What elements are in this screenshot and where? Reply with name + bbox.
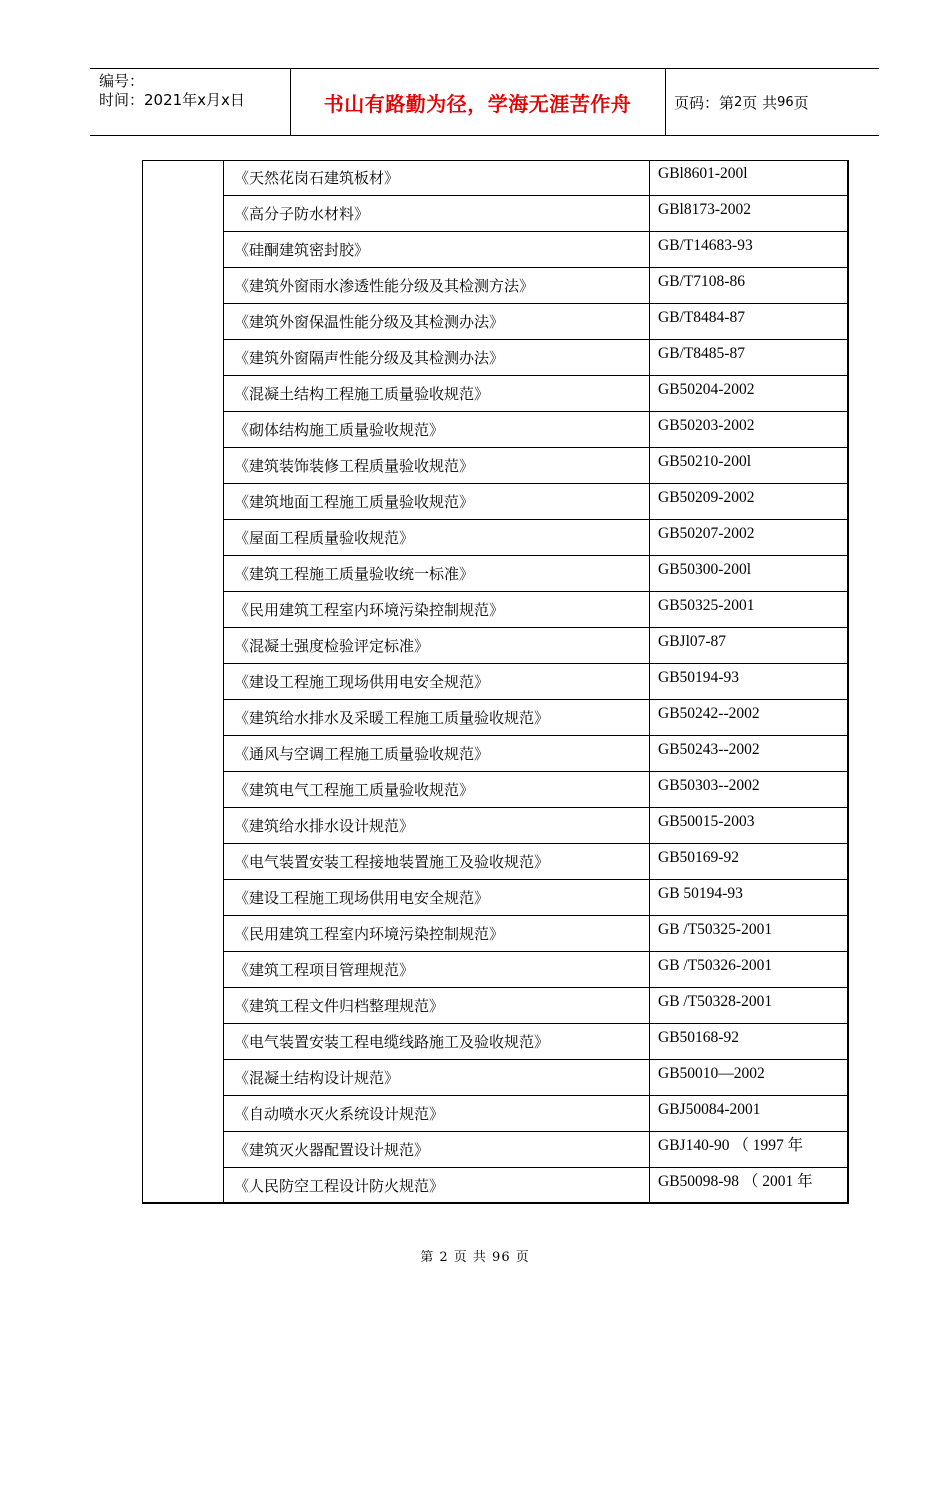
standard-code: GB50168-92 (658, 1029, 739, 1046)
table-row (224, 376, 849, 412)
standard-code: GBJl07-87 (658, 633, 727, 650)
standard-code: GB50243--2002 (658, 741, 760, 758)
table-row (224, 772, 849, 808)
table-row (224, 1060, 849, 1096)
standard-name: 《建设工程施工现场供用电安全规范》 (224, 664, 650, 699)
table-row (224, 268, 849, 304)
standard-code: GB50203-2002 (658, 417, 755, 434)
table-row (224, 340, 849, 376)
standard-name: 《民用建筑工程室内环境污染控制规范》 (224, 592, 650, 627)
table-row (224, 736, 849, 772)
table-row (224, 232, 849, 268)
document-time: 时间：2021年x月x日 (99, 91, 245, 109)
standard-code: GB50194-93 (658, 669, 739, 686)
standard-code: GB50210-200l (658, 453, 751, 470)
standard-name: 《建筑工程文件归档整理规范》 (224, 988, 650, 1023)
standard-name: 《混凝土结构设计规范》 (224, 1060, 650, 1095)
table-row (224, 844, 849, 880)
standard-name: 《民用建筑工程室内环境污染控制规范》 (224, 916, 650, 951)
standard-name: 《建筑给水排水设计规范》 (224, 808, 650, 843)
table-row (224, 664, 849, 700)
standard-code: GB50098-98 （ 2001 年 (658, 1173, 813, 1190)
standard-name: 《混凝土强度检验评定标准》 (224, 628, 650, 663)
page-total: 96 (777, 94, 794, 110)
table-rows (224, 160, 849, 1204)
standard-name: 《电气装置安装工程接地装置施工及验收规范》 (224, 844, 650, 879)
standard-code: GB /T50328-2001 (658, 993, 773, 1010)
standard-name: 《建筑给水排水及采暖工程施工质量验收规范》 (224, 700, 650, 735)
standard-name: 《建设工程施工现场供用电安全规范》 (224, 880, 650, 915)
standard-code: GB 50194-93 (658, 885, 743, 902)
table-row (224, 952, 849, 988)
standard-code: GB/T14683-93 (658, 237, 753, 254)
standard-code: GB/T8485-87 (658, 345, 745, 362)
table-row (224, 988, 849, 1024)
standard-name: 《建筑地面工程施工质量验收规范》 (224, 484, 650, 519)
standard-code: GBJ50084-2001 (658, 1101, 761, 1118)
standard-code: GB50209-2002 (658, 489, 755, 506)
table-row (224, 520, 849, 556)
table-row (224, 1168, 849, 1204)
standard-name: 《建筑电气工程施工质量验收规范》 (224, 772, 650, 807)
standard-name: 《通风与空调工程施工质量验收规范》 (224, 736, 650, 771)
table-row (224, 628, 849, 664)
standard-code: GB50207-2002 (658, 525, 755, 542)
standard-code: GBl8601-200l (658, 165, 748, 182)
standard-name: 《建筑工程施工质量验收统一标准》 (224, 556, 650, 591)
table-row (224, 700, 849, 736)
standard-code: GB50303--2002 (658, 777, 760, 794)
table-row (224, 808, 849, 844)
standard-code: GB /T50325-2001 (658, 921, 773, 938)
standard-name: 《人民防空工程设计防火规范》 (224, 1168, 650, 1204)
standard-code: GB50204-2002 (658, 381, 755, 398)
table-row (224, 1024, 849, 1060)
table-row (224, 1132, 849, 1168)
table-row (224, 916, 849, 952)
standard-code: GB50325-2001 (658, 597, 755, 614)
document-header (90, 68, 879, 136)
standard-code: GBJ140-90 （ 1997 年 (658, 1137, 804, 1154)
page-footer: 第 2 页 共 96 页 (420, 1250, 530, 1265)
standard-name: 《建筑灭火器配置设计规范》 (224, 1132, 650, 1167)
standard-name: 《建筑工程项目管理规范》 (224, 952, 650, 987)
standard-code: GB/T7108-86 (658, 273, 745, 290)
page-suffix: 页 (793, 93, 809, 112)
table-row (224, 196, 849, 232)
table-first-column (142, 160, 224, 1204)
table-row (224, 880, 849, 916)
standard-code: GB50010—2002 (658, 1065, 765, 1082)
standard-code: GB50015-2003 (658, 813, 755, 830)
standard-code: GBl8173-2002 (658, 201, 751, 218)
document-number-label: 编号： (99, 72, 145, 90)
page-prefix: 页码：第 (674, 93, 735, 112)
standard-name: 《建筑外窗隔声性能分级及其检测办法》 (224, 340, 650, 375)
standard-name: 《砌体结构施工质量验收规范》 (224, 412, 650, 447)
table-row (224, 412, 849, 448)
page-current: 2 (734, 94, 743, 110)
standard-name: 《屋面工程质量验收规范》 (224, 520, 650, 555)
table-row (224, 592, 849, 628)
standard-name: 《混凝土结构工程施工质量验收规范》 (224, 376, 650, 411)
table-row (224, 448, 849, 484)
standard-code: GB/T8484-87 (658, 309, 745, 326)
table-row (224, 160, 849, 196)
table-row (224, 304, 849, 340)
standard-name: 《建筑外窗雨水渗透性能分级及其检测方法》 (224, 268, 650, 303)
standards-table (142, 160, 849, 1504)
standard-code: GB /T50326-2001 (658, 957, 773, 974)
standard-name: 《电气装置安装工程电缆线路施工及验收规范》 (224, 1024, 650, 1059)
table-row (224, 1096, 849, 1132)
standard-code: GB50242--2002 (658, 705, 760, 722)
header-meta (90, 69, 290, 135)
table-row (224, 556, 849, 592)
standard-name: 《建筑外窗保温性能分级及其检测办法》 (224, 304, 650, 339)
table-row (224, 484, 849, 520)
standard-name: 《自动喷水灭火系统设计规范》 (224, 1096, 650, 1131)
page-mid: 页 共 (742, 93, 778, 112)
header-motto: 书山有路勤为径，学海无涯苦作舟 (323, 91, 632, 116)
standard-code: GB50169-92 (658, 849, 739, 866)
standard-name: 《建筑装饰装修工程质量验收规范》 (224, 448, 650, 483)
standard-name: 《天然花岗石建筑板材》 (224, 160, 650, 195)
standard-name: 《硅酮建筑密封胶》 (224, 232, 650, 267)
standard-name: 《高分子防水材料》 (224, 196, 650, 231)
standard-code: GB50300-200l (658, 561, 751, 578)
header-page-number (666, 69, 879, 135)
